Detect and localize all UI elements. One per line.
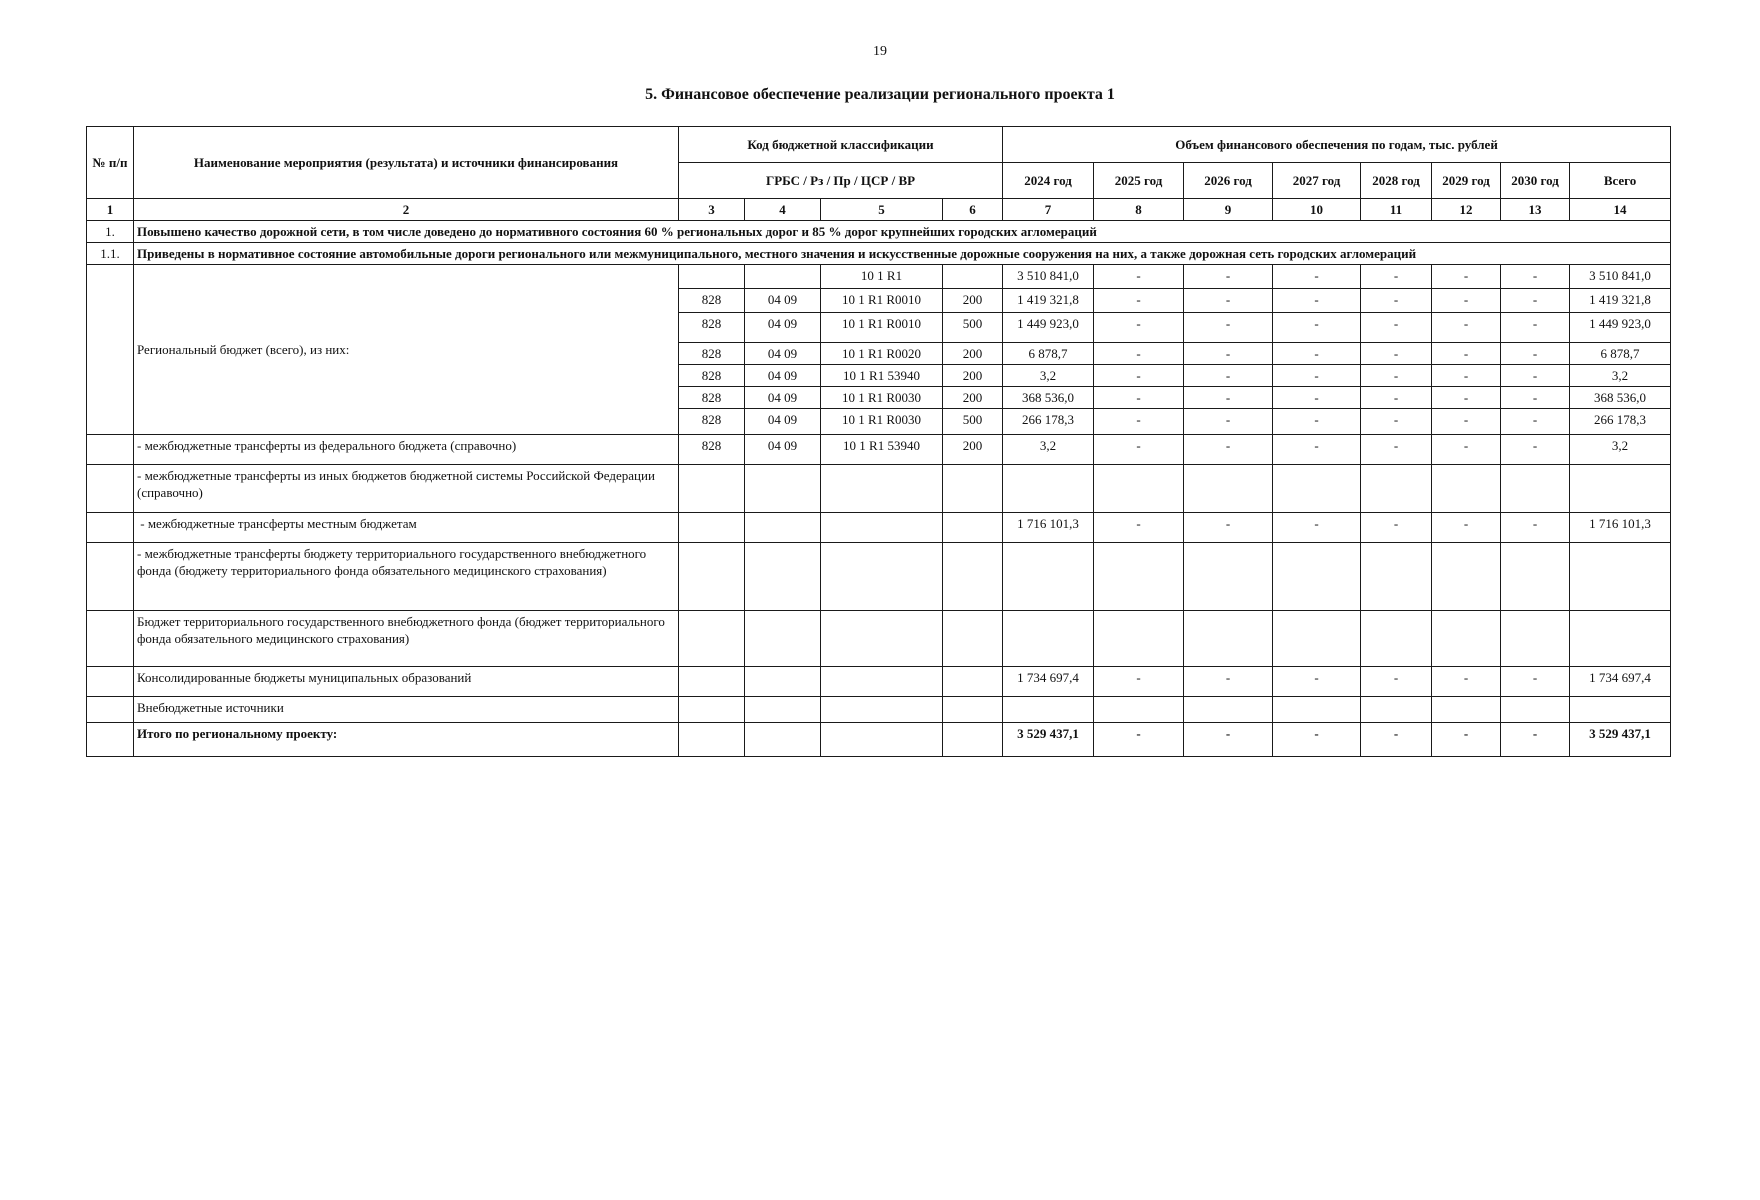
header-year-2028: 2028 год [1361, 163, 1432, 199]
value-2024: 1 449 923,0 [1003, 313, 1094, 343]
value-2026: - [1184, 265, 1273, 289]
grbs-cell: 828 [679, 343, 745, 365]
row-label: Консолидированные бюджеты муниципальных образований [134, 667, 679, 697]
rz-cell: 04 09 [745, 289, 821, 313]
value-total: 3,2 [1570, 365, 1671, 387]
rz-cell [745, 265, 821, 289]
value-2027: - [1273, 667, 1361, 697]
header-volume-group: Объем финансового обеспечения по годам, тыс. рублей [1003, 127, 1671, 163]
value-2026: - [1184, 667, 1273, 697]
regional-row [87, 265, 1671, 289]
col-number: 8 [1094, 199, 1184, 221]
vr-cell [943, 265, 1003, 289]
grbs-cell: 828 [679, 387, 745, 409]
value-2024: 1 716 101,3 [1003, 513, 1094, 543]
header-name: Наименование мероприятия (результата) и источники финансирования [134, 127, 679, 199]
row-label: - межбюджетные трансферты местным бюджетам [134, 513, 679, 543]
header-year-2029: 2029 год [1432, 163, 1501, 199]
value-2028: - [1361, 667, 1432, 697]
rz-cell: 04 09 [745, 313, 821, 343]
value-2025: - [1094, 513, 1184, 543]
rz-cell: 04 09 [745, 435, 821, 465]
value-2028: - [1361, 343, 1432, 365]
value-total: 368 536,0 [1570, 387, 1671, 409]
vr-cell: 200 [943, 435, 1003, 465]
section-text: Повышено качество дорожной сети, в том числе доведено до нормативного состояния 60 % региональных дорог и 85 % дорог крупнейших городских агломераций [134, 221, 1671, 243]
value-2029: - [1432, 435, 1501, 465]
value-2027: - [1273, 387, 1361, 409]
col-number: 6 [943, 199, 1003, 221]
section-row-1-1 [87, 243, 1671, 265]
territorial-transfers-row [87, 543, 1671, 611]
row-label: - межбюджетные трансферты из иных бюджетов бюджетной системы Российской Федерации (справочно) [134, 465, 679, 513]
header-year-2024: 2024 год [1003, 163, 1094, 199]
empty-cell [87, 435, 134, 465]
value-2024: 266 178,3 [1003, 409, 1094, 435]
value-2025: - [1094, 289, 1184, 313]
value-2024: 1 419 321,8 [1003, 289, 1094, 313]
csr-cell: 10 1 R1 R0020 [821, 343, 943, 365]
col-number: 11 [1361, 199, 1432, 221]
value-2025: - [1094, 435, 1184, 465]
value-2024: 3 529 437,1 [1003, 723, 1094, 757]
value-2027: - [1273, 313, 1361, 343]
offbudget-row [87, 697, 1671, 723]
empty-cell [87, 265, 134, 435]
total-row [87, 723, 1671, 757]
value-2025: - [1094, 365, 1184, 387]
value-2024: 3,2 [1003, 435, 1094, 465]
value-2027: - [1273, 435, 1361, 465]
grbs-cell: 828 [679, 365, 745, 387]
col-number: 4 [745, 199, 821, 221]
col-number: 5 [821, 199, 943, 221]
value-2025: - [1094, 265, 1184, 289]
row-label: - межбюджетные трансферты из федерального бюджета (справочно) [134, 435, 679, 465]
rz-cell: 04 09 [745, 365, 821, 387]
vr-cell: 200 [943, 365, 1003, 387]
empty-cell [87, 513, 134, 543]
value-2030: - [1501, 435, 1570, 465]
section-num: 1.1. [87, 243, 134, 265]
value-2029: - [1432, 343, 1501, 365]
value-2027: - [1273, 723, 1361, 757]
value-total: 1 734 697,4 [1570, 667, 1671, 697]
value-2028: - [1361, 265, 1432, 289]
header-code-group: Код бюджетной классификации [679, 127, 1003, 163]
value-total: 266 178,3 [1570, 409, 1671, 435]
col-number: 9 [1184, 199, 1273, 221]
value-2029: - [1432, 667, 1501, 697]
municipal-budgets-row [87, 667, 1671, 697]
header-total: Всего [1570, 163, 1671, 199]
empty-cell [87, 667, 134, 697]
row-label: Бюджет территориального государственного внебюджетного фонда (бюджет территориального фонда обязательного медицинского страхования) [134, 611, 679, 667]
header-num: № п/п [87, 127, 134, 199]
value-2028: - [1361, 313, 1432, 343]
value-2024: 6 878,7 [1003, 343, 1094, 365]
value-2030: - [1501, 723, 1570, 757]
value-2029: - [1432, 313, 1501, 343]
value-2030: - [1501, 289, 1570, 313]
col-number: 13 [1501, 199, 1570, 221]
value-2028: - [1361, 723, 1432, 757]
vr-cell: 500 [943, 313, 1003, 343]
rz-cell: 04 09 [745, 387, 821, 409]
other-budgets-transfers-row [87, 465, 1671, 513]
value-2028: - [1361, 365, 1432, 387]
value-2030: - [1501, 365, 1570, 387]
local-transfers-row [87, 513, 1671, 543]
grbs-cell: 828 [679, 409, 745, 435]
value-2024: 1 734 697,4 [1003, 667, 1094, 697]
col-number: 14 [1570, 199, 1671, 221]
value-2028: - [1361, 289, 1432, 313]
col-number: 7 [1003, 199, 1094, 221]
value-total: 3,2 [1570, 435, 1671, 465]
csr-cell: 10 1 R1 R0030 [821, 409, 943, 435]
value-2025: - [1094, 387, 1184, 409]
empty-cell [87, 697, 134, 723]
vr-cell: 200 [943, 387, 1003, 409]
value-2026: - [1184, 365, 1273, 387]
value-2029: - [1432, 513, 1501, 543]
value-2026: - [1184, 387, 1273, 409]
empty-cell [87, 543, 134, 611]
csr-cell: 10 1 R1 R0010 [821, 313, 943, 343]
value-2025: - [1094, 343, 1184, 365]
value-2027: - [1273, 409, 1361, 435]
value-total: 1 419 321,8 [1570, 289, 1671, 313]
regional-label: Региональный бюджет (всего), из них: [134, 265, 679, 435]
value-2025: - [1094, 723, 1184, 757]
value-2030: - [1501, 387, 1570, 409]
row-label: - межбюджетные трансферты бюджету территориального государственного внебюджетного фонда (бюджету территориального фонда обязательного медицинского страхования) [134, 543, 679, 611]
value-2025: - [1094, 313, 1184, 343]
total-label: Итого по региональному проекту: [134, 723, 679, 757]
value-2029: - [1432, 365, 1501, 387]
empty-cell [87, 465, 134, 513]
csr-cell: 10 1 R1 R0010 [821, 289, 943, 313]
territorial-budget-row [87, 611, 1671, 667]
value-2024: 3,2 [1003, 365, 1094, 387]
value-2027: - [1273, 343, 1361, 365]
value-total: 3 510 841,0 [1570, 265, 1671, 289]
value-2027: - [1273, 289, 1361, 313]
header-year-2026: 2026 год [1184, 163, 1273, 199]
value-2029: - [1432, 265, 1501, 289]
value-2026: - [1184, 723, 1273, 757]
value-2024: 3 510 841,0 [1003, 265, 1094, 289]
document-title: 5. Финансовое обеспечение реализации регионального проекта 1 [645, 86, 1115, 103]
value-2028: - [1361, 409, 1432, 435]
grbs-cell [679, 265, 745, 289]
header-year-2027: 2027 год [1273, 163, 1361, 199]
value-2028: - [1361, 387, 1432, 409]
value-2030: - [1501, 343, 1570, 365]
value-total: 1 449 923,0 [1570, 313, 1671, 343]
value-2030: - [1501, 513, 1570, 543]
value-2029: - [1432, 409, 1501, 435]
grbs-cell: 828 [679, 435, 745, 465]
page-number: 19 [873, 44, 887, 59]
rz-cell: 04 09 [745, 409, 821, 435]
value-2025: - [1094, 667, 1184, 697]
section-num: 1. [87, 221, 134, 243]
csr-cell: 10 1 R1 53940 [821, 435, 943, 465]
value-2029: - [1432, 289, 1501, 313]
empty-cell [87, 611, 134, 667]
value-2026: - [1184, 343, 1273, 365]
value-total: 1 716 101,3 [1570, 513, 1671, 543]
value-2029: - [1432, 387, 1501, 409]
table-header [87, 127, 1671, 199]
value-total: 3 529 437,1 [1570, 723, 1671, 757]
section-text: Приведены в нормативное состояние автомобильные дороги регионального или межмуниципального, местного значения и искусственные дорожные сооружения на них, а также дорожная сеть городских агломераций [134, 243, 1671, 265]
value-2030: - [1501, 667, 1570, 697]
value-2028: - [1361, 435, 1432, 465]
vr-cell: 200 [943, 343, 1003, 365]
rz-cell: 04 09 [745, 343, 821, 365]
value-2027: - [1273, 365, 1361, 387]
value-2030: - [1501, 409, 1570, 435]
financing-table [86, 126, 1671, 757]
empty-cell [87, 723, 134, 757]
csr-cell: 10 1 R1 R0030 [821, 387, 943, 409]
vr-cell: 500 [943, 409, 1003, 435]
value-2028: - [1361, 513, 1432, 543]
federal-transfers-row [87, 435, 1671, 465]
value-2026: - [1184, 435, 1273, 465]
value-2030: - [1501, 313, 1570, 343]
value-2027: - [1273, 265, 1361, 289]
col-number: 3 [679, 199, 745, 221]
value-2025: - [1094, 409, 1184, 435]
grbs-cell: 828 [679, 289, 745, 313]
csr-cell: 10 1 R1 53940 [821, 365, 943, 387]
header-year-2025: 2025 год [1094, 163, 1184, 199]
header-code-sub: ГРБС / Рз / Пр / ЦСР / ВР [679, 163, 1003, 199]
column-number-row [87, 199, 1671, 221]
row-label: Внебюджетные источники [134, 697, 679, 723]
col-number: 10 [1273, 199, 1361, 221]
col-number: 1 [87, 199, 134, 221]
section-row-1 [87, 221, 1671, 243]
csr-cell: 10 1 R1 [821, 265, 943, 289]
value-2024: 368 536,0 [1003, 387, 1094, 409]
grbs-cell: 828 [679, 313, 745, 343]
value-2026: - [1184, 313, 1273, 343]
value-total: 6 878,7 [1570, 343, 1671, 365]
value-2029: - [1432, 723, 1501, 757]
value-2026: - [1184, 513, 1273, 543]
value-2030: - [1501, 265, 1570, 289]
vr-cell: 200 [943, 289, 1003, 313]
col-number: 12 [1432, 199, 1501, 221]
value-2027: - [1273, 513, 1361, 543]
col-number: 2 [134, 199, 679, 221]
value-2026: - [1184, 409, 1273, 435]
value-2026: - [1184, 289, 1273, 313]
header-year-2030: 2030 год [1501, 163, 1570, 199]
